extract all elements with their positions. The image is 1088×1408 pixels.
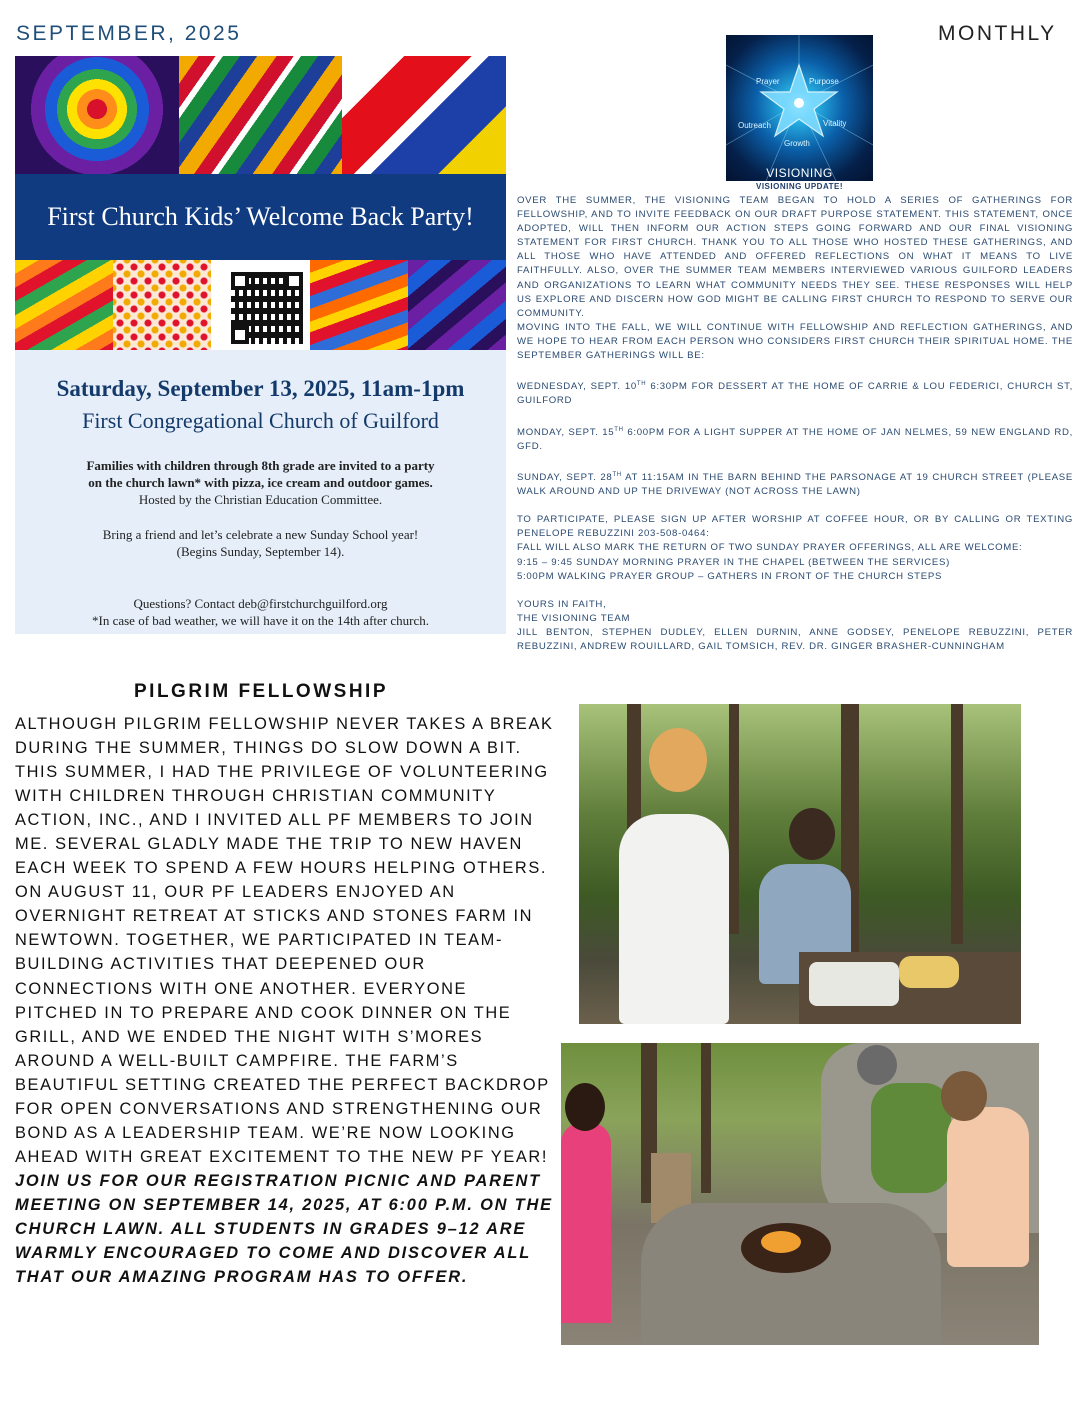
flyer-event-date: Saturday, September 13, 2025, 11am-1pm xyxy=(56,376,465,401)
visioning-paragraph: OVER THE SUMMER, THE VISIONING TEAM BEGAN TO HOLD A SERIES OF GATHERINGS FOR FELLOWSHIP, AND TO INVITE FEEDBACK ON OUR DRAFT PURPOSE STATEMENT. THIS STATEMENT, ONCE ADOPTED, WILL THEN INFORM OUR ACTION STEPS GOING FORWARD AND OUR FINAL VISIONING STATEMENT FOR FIRST CHURCH. THANK YOU TO ALL THOSE WHO HOSTED THESE GATHERINGS, AND ALL THOSE WHO HAVE ATTENDED AND OFFERED REFLECTIONS ON WHAT IT MEANS TO LIVE FAITHFULLY. ALSO, OVER THE SUMMER TEAM MEMBERS INTERVIEWED VARIOUS GUILFORD LEADERS AND ORGANIZATIONS TO LEARN WHAT COMMUNITY NEEDS THEY SEE. THESE RESPONSES WILL HELP US EXPLORE AND DISCERN HOW GOD MIGHT BE CALLING FIRST CHURCH TO RESPOND TO SERVE OUR COMMUNITY. xyxy=(517,195,1073,319)
flyer-church-name: First Congregational Church of Guilford xyxy=(82,408,439,433)
pf-paragraph: ALTHOUGH PILGRIM FELLOWSHIP NEVER TAKES A BREAK DURING THE SUMMER, THINGS DO SLOW DOWN A BIT. THIS SUMMER, I HAD THE PRIVILEGE OF VOLUNTEERING WITH CHILDREN THROUGH CHRISTIAN COMMUNITY ACTION, INC., AND I INVITED ALL PF MEMBERS TO JOIN ME. SEVERAL GLADLY MADE THE TRIP TO NEW HAVEN EACH WEEK TO SPEND A FEW HOURS HELPING OTHERS. xyxy=(15,715,554,878)
pf-invitation: JOIN US FOR OUR REGISTRATION PICNIC AND PARENT MEETING ON SEPTEMBER 14, 2025, AT 6:00 P.M. ON THE CHURCH LAWN. ALL STUDENTS IN GRADES 9–12 ARE WARMLY ENCOURAGED TO COME AND DISCOVER ALL THAT OUR AMAZING PROGRAM HAS TO OFFER. xyxy=(15,1171,553,1287)
visioning-word: Growth xyxy=(784,139,810,148)
gathering-item: MONDAY, SEPT. 15TH 6:00PM FOR A LIGHT SUPPER AT THE HOME OF JAN NELMES, 59 NEW ENGLAND RD, GFD. xyxy=(517,426,1073,452)
visioning-caption: VISIONING UPDATE! xyxy=(755,182,844,191)
paint-swirl xyxy=(15,56,179,174)
visioning-article xyxy=(517,194,1073,654)
flyer-hosted-by: Hosted by the Christian Education Committee. xyxy=(138,492,383,507)
visioning-paragraph: MOVING INTO THE FALL, WE WILL CONTINUE WITH FELLOWSHIP AND REFLECTION GATHERINGS, AND WE HOPE TO HEAR FROM EACH PERSON WHO CONSIDERS FIRST CHURCH THEIR SPIRITUAL HOME. THE SEPTEMBER GATHERINGS WILL BE: xyxy=(517,321,1073,362)
flyer-contact: Questions? Contact deb@firstchurchguilford.org xyxy=(133,596,388,611)
flyer-weather-note: *In case of bad weather, we will have it on the 14th after church. xyxy=(92,613,429,628)
flyer-title: First Church Kids’ Welcome Back Party! xyxy=(15,174,506,260)
signoff-team: THE VISIONING TEAM xyxy=(517,612,631,624)
visioning-word: Vitality xyxy=(823,119,847,128)
pf-paragraph: ON AUGUST 11, OUR PF LEADERS ENJOYED AN OVERNIGHT RETREAT AT STICKS AND STONES FARM IN NEWTOWN. TOGETHER, WE PARTICIPATED IN TEAM-BUILDING ACTIVITIES THAT DEEPENED OUR CONNECTIONS WITH ONE ANOTHER. EVERYONE PITCHED IN TO PREPARE AND COOK DINNER ON THE GRILL, AND WE ENDED THE NIGHT WITH S’MORES AROUND A WELL-BUILT CAMPFIRE. THE FARM’S BEAUTIFUL SETTING CREATED THE PERFECT BACKDROP FOR OPEN CONVERSATIONS AND STRENGTHENING OUR BOND AS A LEADERSHIP TEAM. WE’RE NOW LOOKING AHEAD WITH GREAT EXCITEMENT TO THE NEW PF YEAR! xyxy=(15,883,550,1166)
qr-code-icon[interactable] xyxy=(227,268,307,348)
participate-note: TO PARTICIPATE, PLEASE SIGN UP AFTER WORSHIP AT COFFEE HOUR, OR BY CALLING OR TEXTING PENELOPE REBUZZINI 203-508-0464: xyxy=(517,514,1073,540)
flyer-bring-line-1: Bring a friend and let’s celebrate a new Sunday School year! xyxy=(102,527,419,542)
paint-stripes xyxy=(15,260,113,350)
paint-stripes xyxy=(179,56,343,174)
photo-campfire-smores xyxy=(561,1043,1039,1345)
paint-dots xyxy=(113,260,211,350)
paint-purple xyxy=(408,260,506,350)
visioning-word: Purpose xyxy=(809,77,839,86)
gathering-item: SUNDAY, SEPT. 28TH AT 11:15AM IN THE BARN BEHIND THE PARSONAGE AT 19 CHURCH STREET (PLEASE WALK AROUND AND UP THE DRIVEWAY (NOT ACROSS THE LAWN) xyxy=(517,471,1073,498)
kids-party-flyer xyxy=(15,56,506,634)
pilgrim-fellowship-heading: PILGRIM FELLOWSHIP xyxy=(134,681,388,702)
gathering-item: WEDNESDAY, SEPT. 10TH 6:30PM FOR DESSERT AT THE HOME OF CARRIE & LOU FEDERICI, CHURCH ST, GUILFORD xyxy=(517,381,1073,407)
flyer-paint-art-top xyxy=(15,56,506,174)
paint-rainbow xyxy=(310,260,408,350)
team-members: JILL BENTON, STEPHEN DUDLEY, ELLEN DURNIN, ANNE GODSEY, PENELOPE REBUZZINI, PETER REBUZZINI, ANDREW ROUILLARD, GAIL TOMSICH, REV. DR. GINGER BRASHER-CUNNINGHAM xyxy=(517,626,1073,652)
visioning-image-title: VISIONING xyxy=(766,166,833,180)
photo-cooking-dinner xyxy=(579,704,1021,1024)
flyer-invite-line-2: on the church lawn* with pizza, ice cream and outdoor games. xyxy=(88,475,433,490)
newsletter-frequency: MONTHLY xyxy=(938,22,1057,45)
paint-shapes xyxy=(342,56,506,174)
flyer-bring-line-2: (Begins Sunday, September 14). xyxy=(176,544,345,559)
prayer-item: 9:15 – 9:45 SUNDAY MORNING PRAYER IN THE CHAPEL (BETWEEN THE SERVICES) xyxy=(517,556,951,568)
newsletter-date: SEPTEMBER, 2025 xyxy=(16,22,242,45)
visioning-word: Outreach xyxy=(738,121,771,130)
pilgrim-fellowship-article xyxy=(15,712,555,1289)
visioning-word: Prayer xyxy=(756,77,780,86)
prayer-item: 5:00PM WALKING PRAYER GROUP – GATHERS IN FRONT OF THE CHURCH STEPS xyxy=(517,570,943,582)
flyer-invite-line-1: Families with children through 8th grade are invited to a party xyxy=(86,458,435,473)
visioning-star-image xyxy=(726,35,873,181)
star-icon xyxy=(726,35,873,181)
prayer-intro: FALL WILL ALSO MARK THE RETURN OF TWO SUNDAY PRAYER OFFERINGS, ALL ARE WELCOME: xyxy=(517,542,1023,554)
signoff: YOURS IN FAITH, xyxy=(517,598,607,610)
